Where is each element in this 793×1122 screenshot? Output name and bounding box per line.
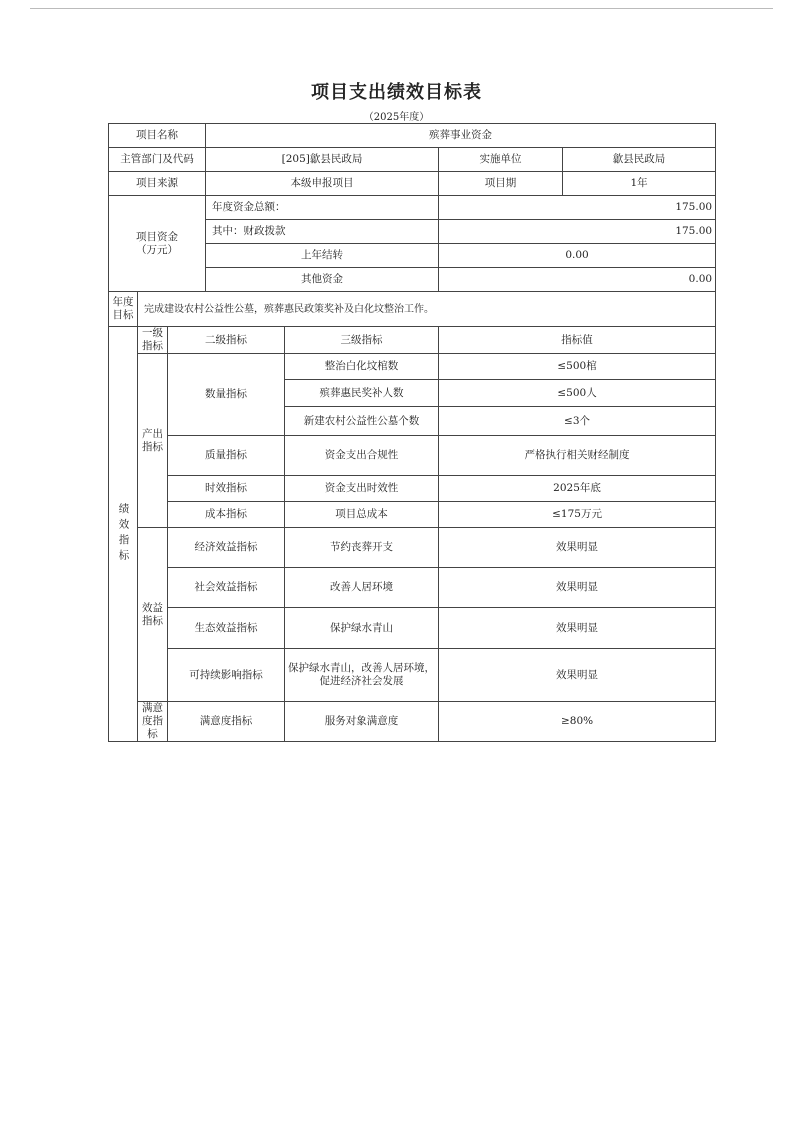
indicator-name: 服务对象满意度 — [285, 702, 439, 742]
goal-text: 完成建设农村公益性公墓，殡葬惠民政策奖补及白化坟整治工作。 — [138, 292, 716, 327]
col-level1-header — [138, 327, 168, 354]
col-value-header: 指标值 — [439, 327, 716, 354]
funds-label-line1: 项目资金 — [136, 230, 179, 243]
indicator-value: 效果明显 — [439, 649, 716, 702]
indicator-value: 2025年底 — [439, 476, 716, 502]
fund-total-label: 年度资金总额： — [206, 196, 439, 220]
indicator-value: 效果明显 — [439, 608, 716, 649]
col-level1-line2: 指标 — [142, 340, 163, 352]
social-indicator: 社会效益指标 — [168, 568, 285, 608]
time-indicator: 时效指标 — [168, 476, 285, 502]
benefit-indicators-label — [138, 528, 168, 702]
indicator-name: 资金支出时效性 — [285, 476, 439, 502]
goal-label — [109, 292, 138, 327]
table-row — [109, 649, 716, 702]
col-level2-header: 二级指标 — [168, 327, 285, 354]
source-label: 项目来源 — [109, 172, 206, 196]
table-row — [109, 608, 716, 649]
funds-label-line2: （万元） — [136, 243, 179, 256]
output-indicators-label — [138, 354, 168, 528]
indicator-value: ≤3个 — [439, 407, 716, 436]
table-row — [109, 476, 716, 502]
indicator-name: 改善人居环境 — [285, 568, 439, 608]
table-row — [109, 702, 716, 742]
fund-total-value: 175.00 — [439, 196, 716, 220]
performance-table — [108, 123, 716, 742]
cost-indicator: 成本指标 — [168, 502, 285, 528]
col-level3-header: 三级指标 — [285, 327, 439, 354]
top-rule — [30, 8, 773, 9]
indicator-value: ≤500棺 — [439, 354, 716, 380]
satisfaction-indicator: 满意度指标 — [168, 702, 285, 742]
quality-indicator: 质量指标 — [168, 436, 285, 476]
page-title: 项目支出绩效目标表 — [311, 82, 482, 103]
indicator-name: 保护绿水青山 — [285, 608, 439, 649]
benefit-label-line2: 指标 — [142, 614, 163, 627]
unit-label: 实施单位 — [439, 148, 563, 172]
period-value: 1年 — [563, 172, 716, 196]
fund-fiscal-label: 其中：财政拨款 — [206, 220, 439, 244]
perf-indicators-label: 绩效指标 — [109, 327, 138, 742]
indicator-name: 项目总成本 — [285, 502, 439, 528]
economic-indicator: 经济效益指标 — [168, 528, 285, 568]
fund-carryover-value: 0.00 — [439, 244, 716, 268]
indicator-name: 节约丧葬开支 — [285, 528, 439, 568]
indicator-value: ≤175万元 — [439, 502, 716, 528]
col-level1-line1: 一级 — [142, 327, 163, 339]
project-name-value: 殡葬事业资金 — [206, 124, 716, 148]
benefit-label-line1: 效益 — [142, 601, 163, 614]
table-row — [109, 568, 716, 608]
unit-value: 歙县民政局 — [563, 148, 716, 172]
indicator-name: 整治白化坟棺数 — [285, 354, 439, 380]
output-label-line1: 产出 — [142, 427, 163, 440]
ecology-indicator: 生态效益指标 — [168, 608, 285, 649]
indicator-name: 资金支出合规性 — [285, 436, 439, 476]
row-goal — [109, 292, 716, 327]
funds-label — [109, 196, 206, 292]
project-name-label: 项目名称 — [109, 124, 206, 148]
year-label: （2025年度） — [363, 112, 430, 123]
dept-value: [205]歙县民政局 — [206, 148, 439, 172]
table-row — [109, 528, 716, 568]
row-dept — [109, 148, 716, 172]
row-fund-total — [109, 196, 716, 220]
indicator-value: ≥80% — [439, 702, 716, 742]
table-row — [109, 354, 716, 380]
fund-carryover-label: 上年结转 — [206, 244, 439, 268]
goal-label-line1: 年度 — [112, 296, 134, 308]
indicator-name: 保护绿水青山，改善人居环境，促进经济社会发展 — [285, 649, 439, 702]
period-label: 项目期 — [439, 172, 563, 196]
row-perf-header — [109, 327, 716, 354]
indicator-value: 效果明显 — [439, 568, 716, 608]
output-label-line2: 指标 — [142, 440, 163, 453]
row-project-name — [109, 124, 716, 148]
indicator-value: 严格执行相关财经制度 — [439, 436, 716, 476]
indicator-value: 效果明显 — [439, 528, 716, 568]
table-row — [109, 502, 716, 528]
indicator-name: 新建农村公益性公墓个数 — [285, 407, 439, 436]
row-source — [109, 172, 716, 196]
table-row — [109, 436, 716, 476]
satisfaction-indicators-label: 满意度指标 — [138, 702, 168, 742]
goal-label-line2: 目标 — [112, 309, 134, 321]
indicator-name: 殡葬惠民奖补人数 — [285, 380, 439, 407]
quantity-indicator: 数量指标 — [168, 354, 285, 436]
source-value: 本级申报项目 — [206, 172, 439, 196]
fund-other-label: 其他资金 — [206, 268, 439, 292]
fund-other-value: 0.00 — [439, 268, 716, 292]
sustainability-indicator: 可持续影响指标 — [168, 649, 285, 702]
dept-label: 主管部门及代码 — [109, 148, 206, 172]
fund-fiscal-value: 175.00 — [439, 220, 716, 244]
indicator-value: ≤500人 — [439, 380, 716, 407]
